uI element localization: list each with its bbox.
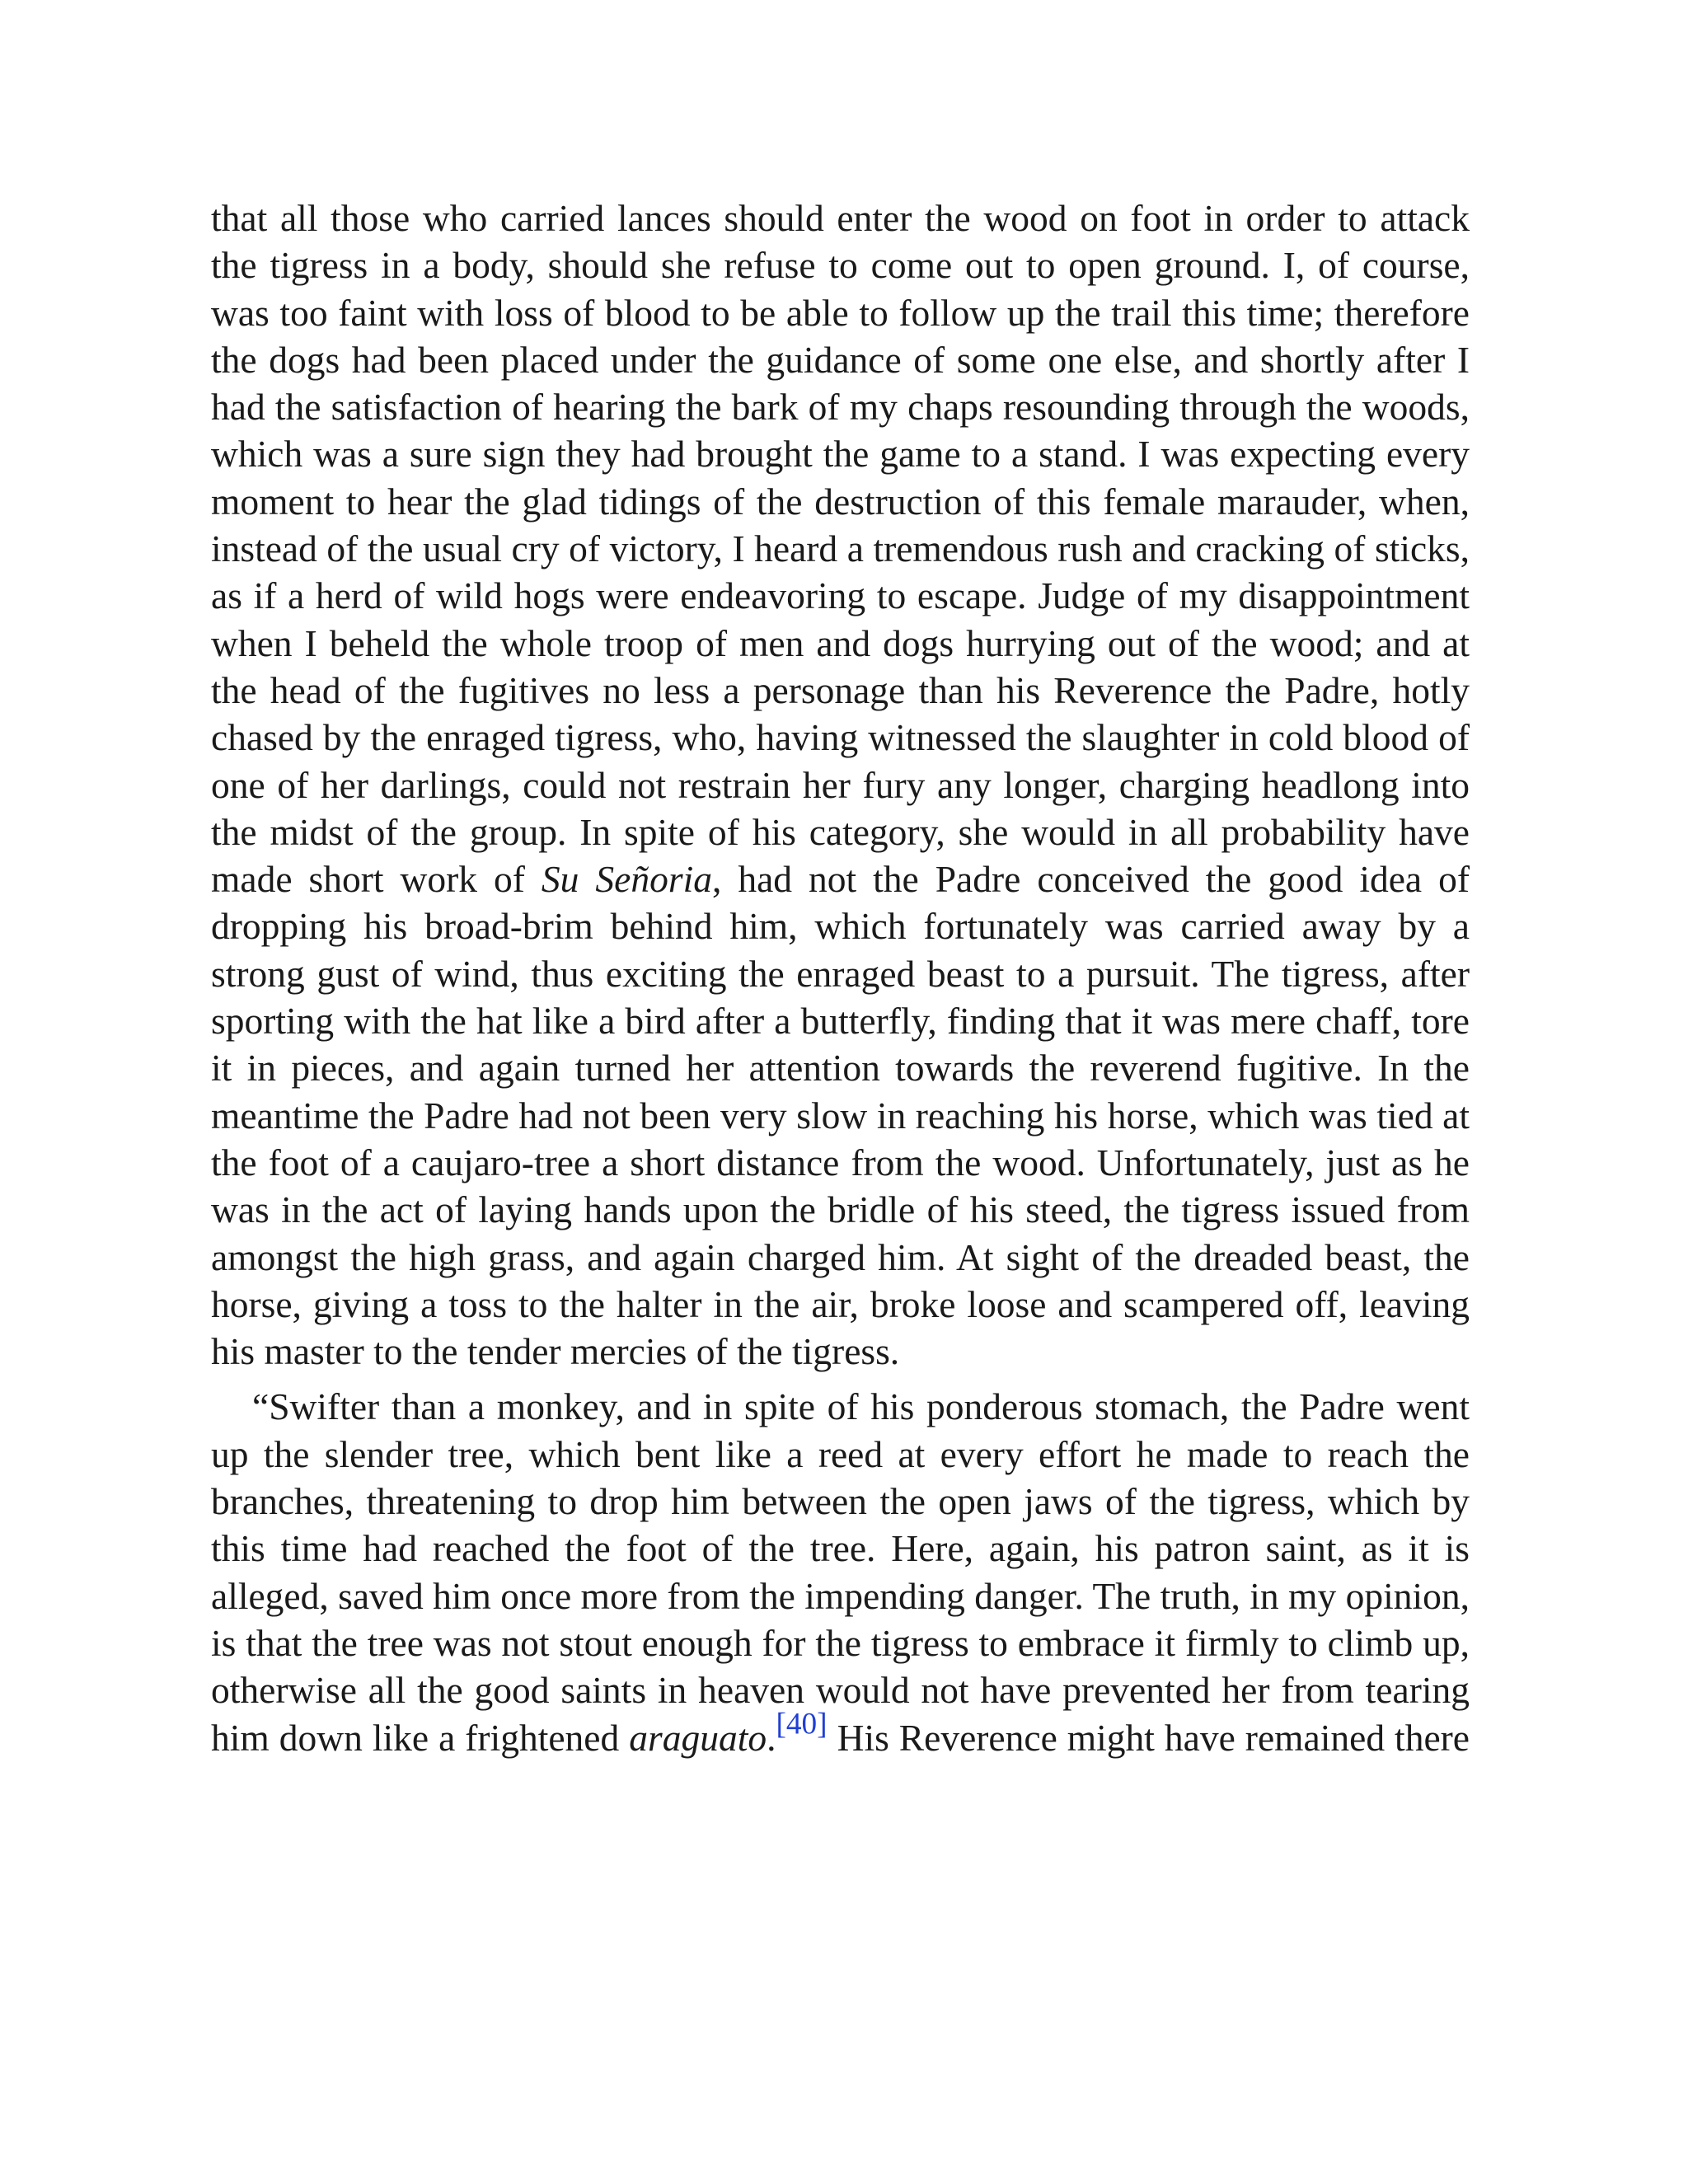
- paragraph-2: [211, 1383, 1470, 1760]
- italic-word-araguato: araguato: [629, 1716, 767, 1759]
- book-page: [211, 194, 1470, 1761]
- paragraph-1-text-b: , had not the Padre conceived the good idea of dropping his broad-brim behind him, which fortunately was carried away by a strong gust of wind, thus exciting the enraged beast to a pursuit. The tigress, after sporting with the hat like a bird after a butterfly, finding that it was mere chaff, tore it in pieces, and again turned her attention towards the reverend fugitive. In the meantime the Padre had not been very slow in reaching his horse, which was tied at the foot of a caujaro-tree a short distance from the wood. Unfortunately, just as he was in the act of laying hands upon the bridle of his steed, the tigress issued from amongst the high grass, and again charged him. At sight of the dreaded beast, the horse, giving a toss to the halter in the air, broke loose and scampered off, leaving his master to the tender mercies of the tigress.: [211, 858, 1470, 1373]
- footnote-link-40[interactable]: [40]: [776, 1706, 828, 1741]
- paragraph-2-period: .: [767, 1716, 776, 1759]
- italic-phrase-su-senoria: Su Señoria: [541, 858, 712, 901]
- paragraph-1: [211, 194, 1470, 1375]
- paragraph-1-text-a: that all those who carried lances should enter the wood on foot in order to attack the tigress in a body, should she refuse to come out to open ground. I, of course, was too faint with loss of blood to be able to follow up the trail this time; therefore the dogs had been placed under the guidance of some one else, and shortly after I had the satisfaction of hearing the bark of my chaps resounding through the woods, which was a sure sign they had brought the game to a stand. I was expecting every moment to hear the glad tidings of the destruction of this female marauder, when, instead of the usual cry of victory, I heard a tremendous rush and cracking of sticks, as if a herd of wild hogs were endeavoring to escape. Judge of my disappointment when I beheld the whole troop of men and dogs hurrying out of the wood; and at the head of the fugitives no less a personage than his Reverence the Padre, hotly chased by the enraged tigress, who, having witnessed the slaughter in cold blood of one of her darlings, could not restrain her fury any longer, charging headlong into the midst of the group. In spite of his category, she would in all probability have made short work of: [211, 197, 1470, 901]
- paragraph-2-text-a: “Swifter than a monkey, and in spite of his ponderous stomach, the Padre went up the slender tree, which bent like a reed at every effort he made to reach the branches, threatening to drop him between the open jaws of the tigress, which by this time had reached the foot of the tree. Here, again, his patron saint, as it is alleged, saved him once more from the impending danger. The truth, in my opinion, is that the tree was not stout enough for the tigress to embrace it firmly to climb up, otherwise all the good saints in heaven would not have prevented her from tearing him down like a frightened: [211, 1385, 1470, 1759]
- paragraph-2-text-b: His Reverence might have remained there: [827, 1716, 1470, 1759]
